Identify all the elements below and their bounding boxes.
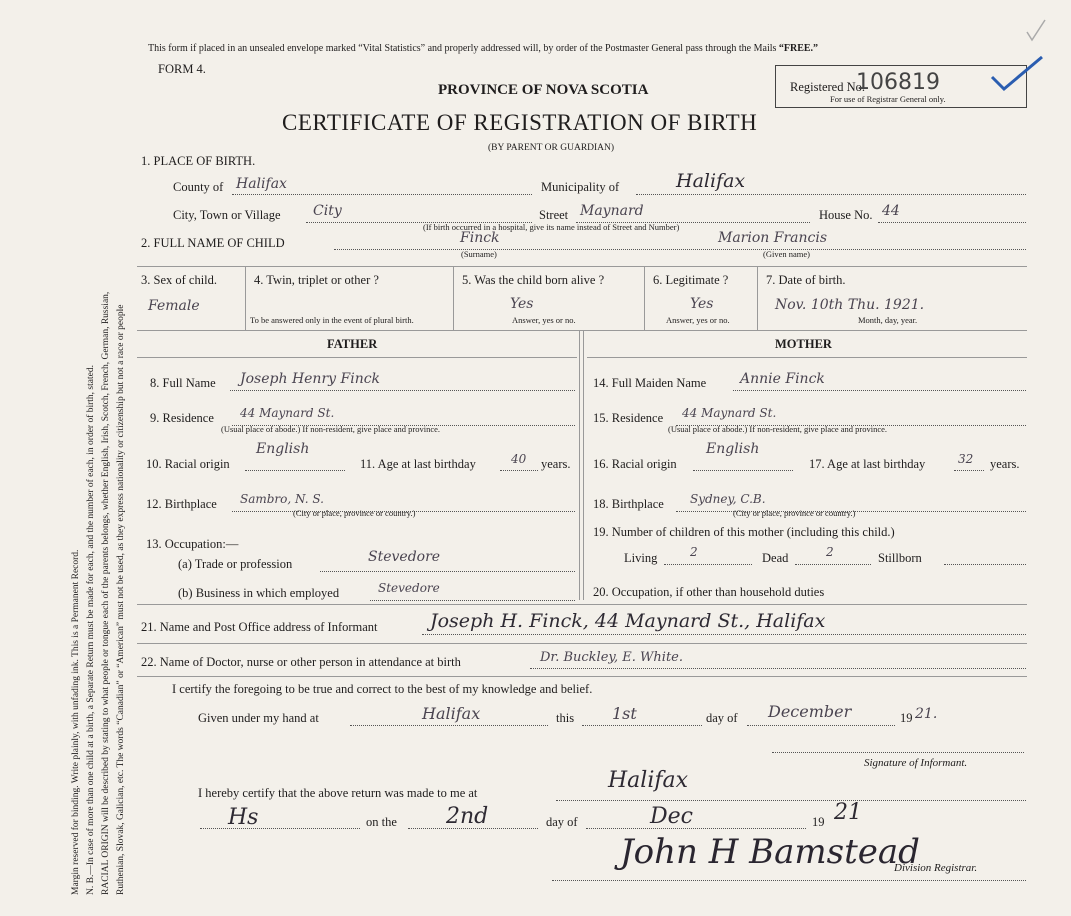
mother-years: years. (990, 457, 1020, 471)
certify-place: Halifax (422, 704, 481, 723)
certify-year: 21. (915, 706, 938, 722)
mother-occupation-label: 20. Occupation, if other than household duties (593, 585, 825, 599)
municipality-value: Halifax (676, 170, 746, 192)
father-birthplace-value: Sambro, N. S. (240, 492, 324, 506)
top-note (148, 43, 818, 54)
dob-value: Nov. 10th Thu. 1921. (775, 297, 925, 313)
trade-value: Stevedore (368, 549, 441, 565)
informant-value: Joseph H. Finck, 44 Maynard St., Halifax (430, 610, 826, 632)
registrar-year-prefix: 19 (812, 815, 825, 829)
surname-caption: (Surname) (461, 249, 497, 259)
on-the-label: on the (366, 815, 397, 829)
street-label: Street (539, 208, 569, 222)
father-racial-value: English (256, 441, 310, 457)
mother-birthplace-label: 18. Birthplace (593, 497, 664, 511)
registered-number: 106819 (856, 70, 940, 95)
certify-day: 1st (612, 704, 637, 723)
checkmark-icon (990, 55, 1045, 95)
mother-age-label: 17. Age at last birthday (809, 457, 926, 471)
child-surname: Finck (460, 230, 500, 246)
dob-note: Month, day, year. (858, 315, 918, 325)
top-note-text: This form if placed in an unsealed envelope marked “Vital Statistics” and properly addressed will, by order of the Postmaster General pass through the Mails (148, 43, 777, 54)
hospital-note: (If birth occurred in a hospital, give its name instead of Street and Number) (423, 222, 680, 232)
twin-label: 4. Twin, triplet or other ? (254, 273, 379, 287)
registrar-day: 2nd (446, 804, 489, 829)
mother-birthplace-note: (City or place, province or country.) (733, 508, 856, 518)
alive-note: Answer, yes or no. (512, 315, 576, 325)
province-heading: PROVINCE OF NOVA SCOTIA (438, 82, 649, 98)
registrar-place: Halifax (608, 768, 689, 793)
county-value: Halifax (236, 176, 287, 192)
registrar-use-note: For use of Registrar General only. (830, 94, 946, 104)
county-label: County of (173, 180, 224, 194)
informant-label: 21. Name and Post Office address of Informant (141, 620, 378, 634)
legit-value: Yes (690, 296, 714, 312)
tick-icon (1025, 18, 1047, 44)
side-note-2: N. B.—In case of more than one child at a birth, a Separate Return must be made for each, and the number of each, in order of birth, stated. (86, 365, 96, 895)
form-number: FORM 4. (158, 62, 206, 76)
registrar-month: Dec (650, 804, 693, 829)
doctor-label: 22. Name of Doctor, nurse or other person in attendance at birth (141, 655, 461, 669)
occupation-label: 13. Occupation:— (146, 537, 239, 551)
registrar-signature: John H Bamstead (620, 832, 920, 872)
this-label: this (556, 711, 575, 725)
father-racial-label: 10. Racial origin (146, 457, 230, 471)
signature-caption: Signature of Informant. (864, 757, 968, 769)
father-age-label: 11. Age at last birthday (360, 457, 476, 471)
registered-label: Registered No. (790, 80, 865, 94)
mother-racial-label: 16. Racial origin (593, 457, 677, 471)
father-name-value: Joseph Henry Finck (240, 371, 381, 387)
mother-racial-value: English (706, 441, 760, 457)
given-under-label: Given under my hand at (198, 711, 319, 725)
children-label: 19. Number of children of this mother (including this child.) (593, 525, 895, 539)
dob-label: 7. Date of birth. (766, 273, 846, 287)
mother-residence-label: 15. Residence (593, 411, 664, 425)
street-value: Maynard (580, 203, 644, 219)
twin-note: To be answered only in the event of plural birth. (250, 315, 414, 325)
living-label: Living (624, 551, 658, 565)
given-caption: (Given name) (763, 249, 810, 259)
page-subtitle: (BY PARENT OR GUARDIAN) (488, 143, 615, 153)
father-residence-label: 9. Residence (150, 411, 214, 425)
year-prefix: 19 (900, 711, 913, 725)
dead-label: Dead (762, 551, 789, 565)
page-title: CERTIFICATE OF REGISTRATION OF BIRTH (282, 110, 758, 135)
doctor-value: Dr. Buckley, E. White. (540, 650, 683, 665)
father-abode-note: (Usual place of abode.) If non-resident, give place and province. (221, 424, 441, 434)
side-note-3: RACIAL ORIGIN will be described by stating to what people or tongue each of the parents belongs, whether English, Irish, Scotch, French, German, Russian, (101, 291, 111, 895)
sex-value: Female (148, 298, 200, 314)
certify-text: I certify the foregoing to be true and correct to the best of my knowledge and belief. (172, 682, 593, 696)
registrar-caption: Division Registrar. (894, 862, 978, 874)
alive-value: Yes (510, 296, 534, 312)
day-of-label-2: day of (546, 815, 578, 829)
mother-name-label: 14. Full Maiden Name (593, 376, 707, 390)
registrar-year: 21 (834, 800, 862, 825)
father-residence-value: 44 Maynard St. (240, 406, 335, 420)
house-label: House No. (819, 208, 873, 222)
place-heading: 1. PLACE OF BIRTH. (141, 154, 256, 168)
day-of-label: day of (706, 711, 738, 725)
registrar-initials: Hs (228, 805, 259, 830)
city-value: City (313, 203, 342, 219)
trade-label: (a) Trade or profession (178, 557, 293, 571)
stillborn-label: Stillborn (878, 551, 922, 565)
business-label: (b) Business in which employed (178, 586, 340, 600)
child-given-name: Marion Francis (718, 230, 828, 246)
father-birthplace-note: (City or place, province or country.) (293, 508, 416, 518)
city-label: City, Town or Village (173, 208, 281, 222)
child-name-label: 2. FULL NAME OF CHILD (141, 236, 285, 250)
business-value: Stevedore (378, 581, 440, 595)
father-years: years. (541, 457, 571, 471)
mother-heading: MOTHER (775, 337, 832, 351)
father-name-label: 8. Full Name (150, 376, 216, 390)
top-note-free: “FREE.” (778, 43, 819, 54)
alive-label: 5. Was the child born alive ? (462, 273, 605, 287)
house-value: 44 (882, 203, 900, 219)
mother-abode-note: (Usual place of abode.) If non-resident, give place and province. (668, 424, 888, 434)
sex-label: 3. Sex of child. (141, 273, 218, 287)
father-age-value: 40 (511, 452, 527, 466)
legit-label: 6. Legitimate ? (653, 273, 729, 287)
living-value: 2 (690, 545, 698, 559)
father-birthplace-label: 12. Birthplace (146, 497, 217, 511)
legit-note: Answer, yes or no. (666, 315, 730, 325)
mother-age-value: 32 (958, 452, 974, 466)
registrar-text: I hereby certify that the above return was made to me at (198, 786, 478, 800)
mother-birthplace-value: Sydney, C.B. (690, 492, 766, 506)
father-heading: FATHER (327, 337, 378, 351)
dead-value: 2 (826, 545, 834, 559)
side-note-1: Margin reserved for binding. Write plainly, with unfading ink. This is a Permanent Record. (71, 549, 81, 895)
mother-name-value: Annie Finck (740, 371, 825, 387)
mother-residence-value: 44 Maynard St. (682, 406, 777, 420)
municipality-label: Municipality of (541, 180, 620, 194)
side-note-4: Ruthenian, Slovak, Galician, etc. The words “Canadian” or “American” must not be used, as they express nationality or citizenship but not a race or people (116, 304, 126, 895)
certify-month: December (768, 702, 852, 721)
